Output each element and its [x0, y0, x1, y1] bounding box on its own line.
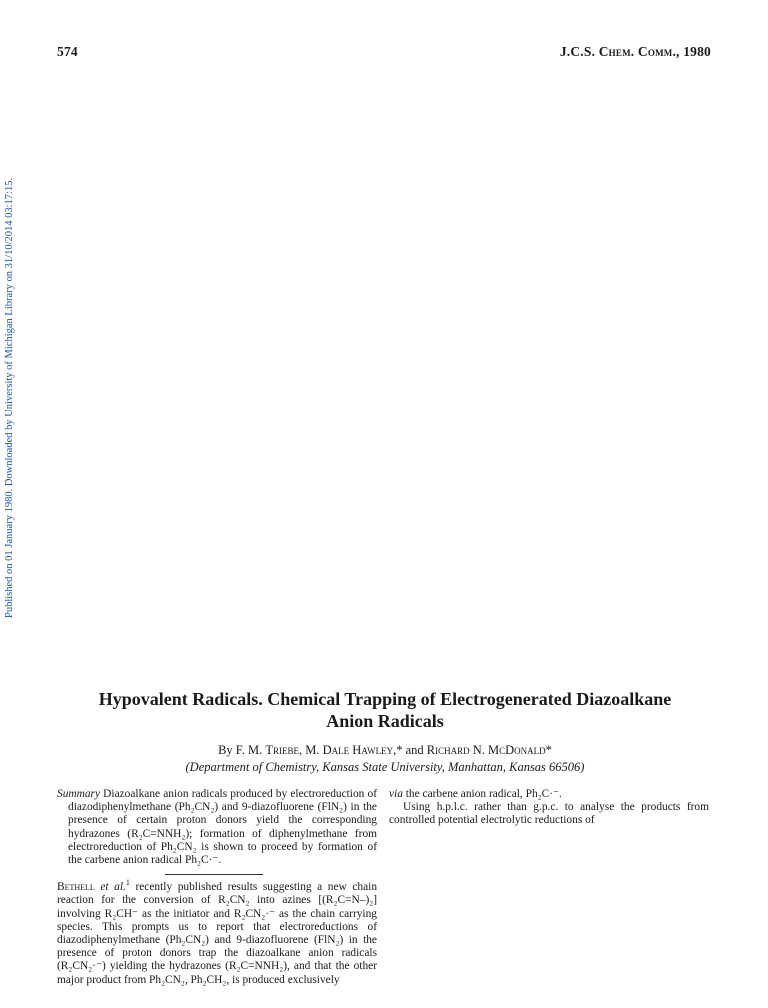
author-1-initials: F. M.: [235, 743, 266, 757]
cited-author: Bethell: [57, 881, 95, 894]
author-3-initials: N.: [469, 743, 489, 757]
article-title-line-1: Hypovalent Radicals. Chemical Trapping of Electrogenerated Diazoalkane: [98, 689, 672, 709]
author-1-surname: Triebe: [265, 743, 300, 757]
reference-mark[interactable]: 1: [125, 878, 130, 888]
journal-header: [560, 44, 711, 60]
author-2-initials: M.: [305, 743, 323, 757]
page-number: 574: [57, 44, 78, 59]
journal-name: Chem. Comm.: [598, 44, 677, 59]
affiliation: (Department of Chemistry, Kansas State University, Manhattan, Kansas 66506): [185, 760, 585, 774]
via-italic-continued: via: [389, 788, 403, 800]
right-column: [389, 788, 709, 828]
body-paragraph-1-text: recently published results suggesting a new chain reaction for the conversion of R₂CN₂ into azines [(R₂C=N–)₂] involving R₂CH⁻ as the initiator and R₂CN₂·⁻ as the chain carrying species. This prompts us to report that electroreductions of diazodiphenylmethane (Ph₂CN₂) and 9-diazofluorene (FlN₂) in the presence of proton donors trap the diazoalkane anion radicals (R₂CN₂·⁻) yielding the hydrazones (R₂C=NNH₂), and that the other major product from Ph₂CN₂, Ph₂CH₂, is produced exclusively: [57, 881, 378, 986]
byline-separator: ,: [299, 743, 306, 757]
author-3-first: Richard: [426, 743, 470, 757]
summary-divider: [165, 874, 263, 875]
et-al: et al.: [94, 881, 126, 894]
journal-prefix: J.C.S.: [559, 44, 599, 59]
author-3-mark: *: [545, 743, 552, 757]
summary: [57, 788, 377, 867]
author-2-mark: ,* and: [393, 743, 427, 757]
byline-by: By: [218, 743, 236, 757]
summary-text: Diazoalkane anion radicals produced by electroreduction of diazodiphenylmethane (Ph₂CN₂) and 9-diazofluorene (FlN₂) in the presence of certain proton donors yield the corresponding hydrazones (R₂C=NNH₂); formation of diphenylmethane from electroreduction of Ph₂CN₂ is shown to proceed by formation of the carbene anion radical Ph₂C·⁻.: [68, 788, 377, 867]
article-title: [60, 688, 710, 732]
author-3-surname: McDonald: [488, 743, 546, 757]
body-paragraph-1-continued: [389, 788, 709, 801]
author-byline: [60, 742, 710, 758]
journal-year: , 1980: [676, 44, 711, 59]
body-paragraph-1: [57, 878, 378, 987]
body-paragraph-2: Using h.p.l.c. rather than g.p.c. to analyse the products from controlled potential electrolytic reductions of: [389, 801, 709, 827]
left-column: [57, 788, 377, 987]
article-title-line-2: Anion Radicals: [326, 711, 444, 731]
author-2-surname: Dale Hawley: [322, 743, 394, 757]
download-notice-text[interactable]: Published on 01 January 1980. Downloaded by University of Michigan Library on 31/10/2014 03:17:15.: [4, 177, 15, 618]
summary-label: Summary: [57, 788, 101, 800]
body-paragraph-1-end-continued: the carbene anion radical, Ph₂C·⁻.: [402, 788, 562, 800]
